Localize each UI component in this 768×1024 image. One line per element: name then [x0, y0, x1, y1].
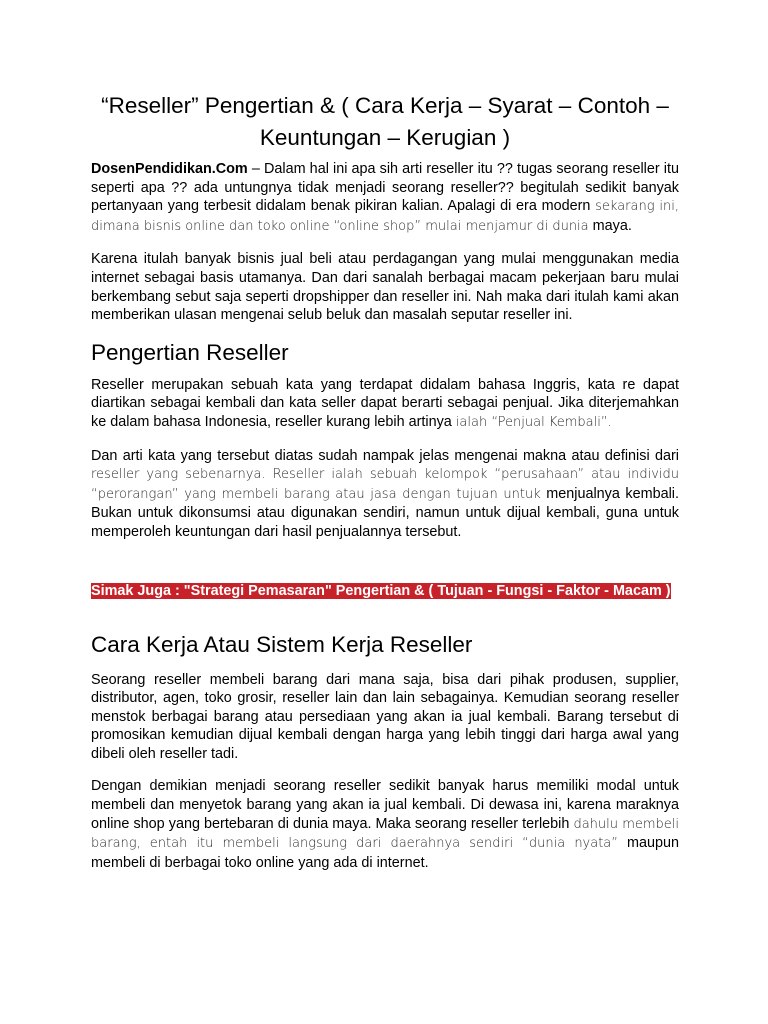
paragraph-2: Karena itulah banyak bisnis jual beli atau perdagangan yang mulai menggunakan media internet sebagai basis utamanya. Dan dari sanalah berbagai macam pekerjaan baru mulai berkembang sebut saja seperti dropshipper dan reseller ini. Nah maka dari itulah kami akan memberikan ulasan mengenai selub beluk dan masalah seputar reseller ini. [91, 251, 679, 324]
document-page [91, 90, 679, 872]
cara-kerja-paragraph-1: Seorang reseller membeli barang dari mana saja, bisa dari pihak produsen, supplier, distributor, agen, toko grosir, reseller lain dan lain sebagainya. Kemudian seorang reseller menstok berbagai barang atau persediaan yang akan ia jual kembali. Barang tersebut di promosikan kemudian dijual kembali dengan harga yang lebih tinggi dari harga awal yang dibeli oleh reseller tadi. [91, 671, 679, 762]
site-brand[interactable]: DosenPendidikan.Com [91, 161, 248, 177]
section-heading-cara-kerja: Cara Kerja Atau Sistem Kerja Reseller [91, 631, 473, 657]
cara-kerja-text: Dengan demikian menjadi seorang reseller sedikit banyak harus memiliki modal untuk membeli dan menyetok barang yang akan ia jual kembali. Di dewasa ini, karena maraknya online shop yang bertebaran di dunia maya. Maka seorang reseller terlebih [91, 778, 679, 832]
pengertian-paragraph-1 [91, 376, 679, 433]
related-article-link[interactable]: Simak Juga : "Strategi Pemasaran" Pengertian & ( Tujuan - Fungsi - Faktor - Macam ) [91, 582, 671, 599]
pengertian-paragraph-2 [91, 447, 679, 542]
page-title: “Reseller” Pengertian & ( Cara Kerja – Syarat – Contoh – Keuntungan – Kerugian ) [101, 93, 669, 150]
intro-text-light: sekarang ini, dimana bisnis online dan toko online “online shop” mulai menjamur di dunia [91, 199, 679, 234]
definition-text-end: menjualnya kembali. Bukan untuk dikonsumsi atau digunakan sendiri, namun untuk dijual kembali, guna untuk memperoleh keuntungan dari hasil penjualannya tersebut. [91, 485, 679, 540]
intro-paragraph [91, 160, 679, 236]
cara-kerja-text-light: dahulu membeli barang, entah itu membeli langsung dari daerahnya sendiri “dunia nyata” [91, 816, 679, 852]
intro-text-end: maya. [588, 217, 632, 234]
intro-text: – Dalam hal ini apa sih arti reseller itu ?? tugas seorang reseller itu seperti apa ?? ada untungnya tidak menjadi seorang reseller?? begitulah sedikit banyak pertanyaan yang terbesit didalam benak pikiran kalian. Apalagi di era modern [91, 161, 679, 215]
pengertian-text: Reseller merupakan sebuah kata yang terdapat didalam bahasa Inggris, kata re dapat diartikan sebagai kembali dan kata seller dapat berarti sebagai penjual. Jika diterjemahkan ke dalam bahasa Indonesia, reseller kurang lebih artinya [91, 376, 679, 430]
definition-text: Dan arti kata yang tersebut diatas sudah nampak jelas mengenai makna atau definisi dari [91, 447, 679, 464]
related-article-banner [91, 582, 679, 601]
pengertian-text-light: ialah “Penjual Kembali”. [455, 414, 612, 430]
cara-kerja-paragraph-2 [91, 777, 679, 872]
definition-text-light: reseller yang sebenarnya. Reseller ialah sebuah kelompok “perusahaan” atau individu “perorangan” yang membeli barang atau jasa dengan tujuan untuk [91, 467, 679, 502]
section-heading-pengertian: Pengertian Reseller [91, 339, 289, 365]
cara-kerja-text-end: maupun membeli di berbagai toko online yang ada di internet. [91, 835, 679, 871]
